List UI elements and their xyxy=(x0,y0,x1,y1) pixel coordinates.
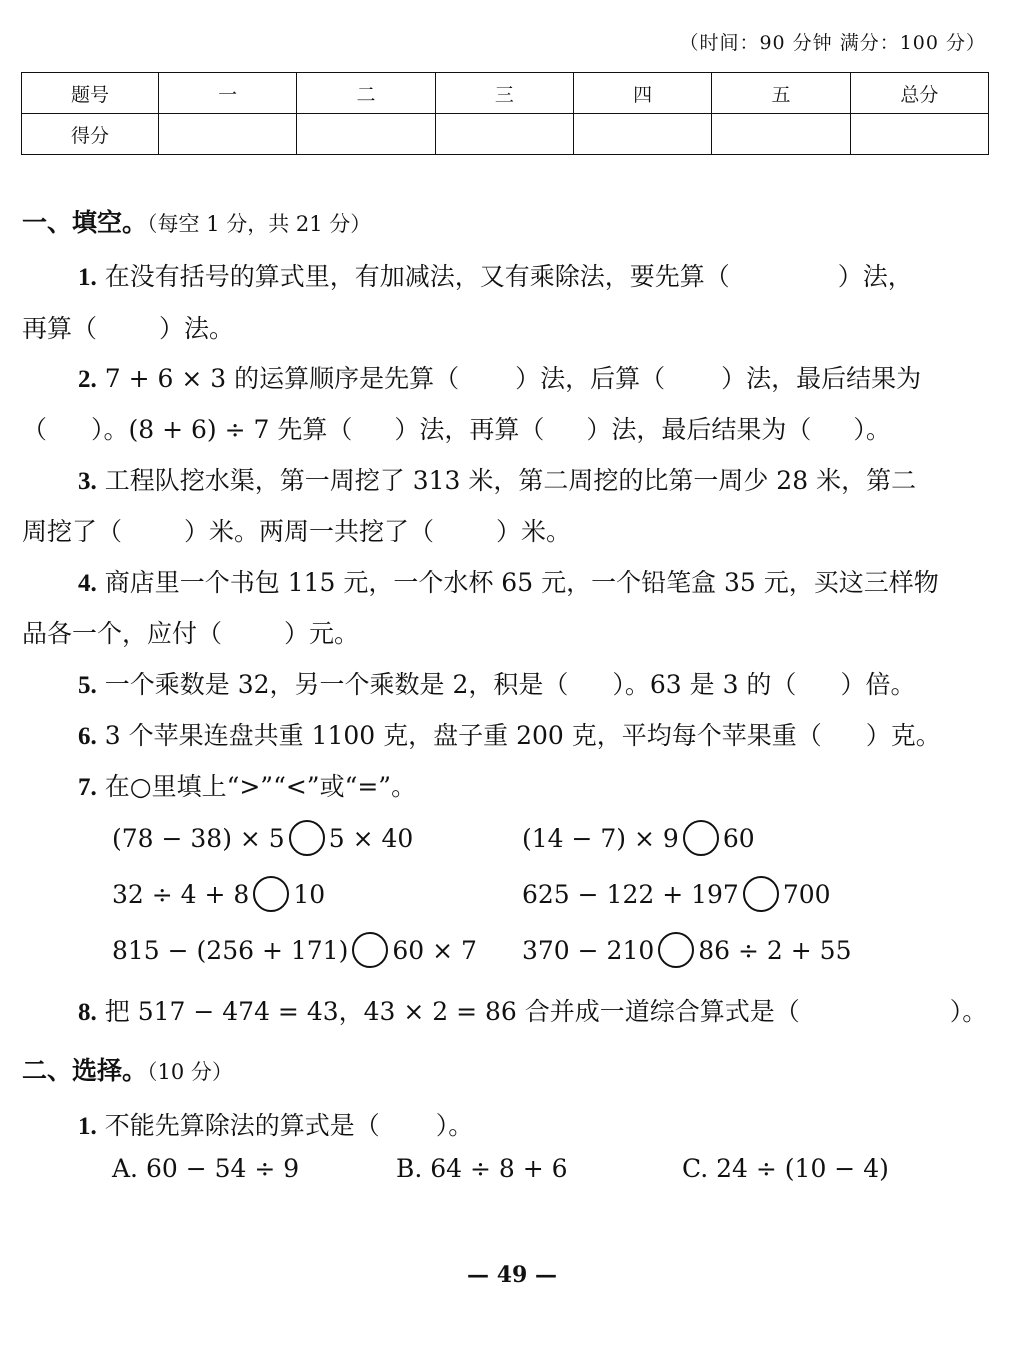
question-number: 1. xyxy=(78,264,97,291)
question-text: 工程队挖水渠，第一周挖了 313 米，第二周挖的比第一周少 28 米，第二 xyxy=(104,466,917,495)
comparison-right: 60 × 7 xyxy=(392,935,477,965)
time-info: （时间：90 分钟 满分：100 分） xyxy=(679,32,986,54)
question-text: ）米。两周一共挖了（ xyxy=(184,517,435,546)
score-table-header-cell: 题号 xyxy=(22,73,159,114)
compare-circle[interactable] xyxy=(683,820,719,856)
question-5 xyxy=(78,665,915,701)
question-number: 1. xyxy=(78,1113,97,1140)
question-text: ）元。 xyxy=(284,619,360,648)
page-number: — 49 — xyxy=(467,1262,557,1288)
question-text: 一个乘数是 32，另一个乘数是 2，积是（ xyxy=(104,670,569,699)
question-text: ）米。 xyxy=(496,517,572,546)
question-1-line-2 xyxy=(22,309,234,345)
question-number: 6. xyxy=(78,723,97,750)
question-number: 2. xyxy=(78,366,97,393)
score-cell[interactable] xyxy=(159,114,297,155)
score-cell[interactable] xyxy=(712,114,850,155)
score-cell[interactable] xyxy=(850,114,988,155)
compare-circle[interactable] xyxy=(253,876,289,912)
comparison-item xyxy=(522,820,755,856)
question-text: ）。 xyxy=(435,1111,474,1140)
question-text: 周挖了（ xyxy=(22,517,123,546)
comparison-item xyxy=(112,932,477,968)
section-1-title xyxy=(22,203,371,239)
question-text: 7 + 6 × 3 的运算顺序是先算（ xyxy=(104,364,460,393)
comparison-right: 60 xyxy=(722,823,755,853)
score-table-header-row xyxy=(22,73,989,114)
question-text: ）。63 是 3 的（ xyxy=(612,670,797,699)
question-text: ）。 xyxy=(853,415,891,444)
score-table-header-cell: 三 xyxy=(435,73,573,114)
section-2-note: （10 分） xyxy=(147,1060,233,1084)
choice-question-1 xyxy=(78,1106,473,1142)
question-text: 在○里填上“>”“<”或“=”。 xyxy=(104,772,417,801)
comparison-right: 86 ÷ 2 + 55 xyxy=(698,935,852,965)
comparison-item xyxy=(522,876,831,912)
question-1-line-1 xyxy=(78,257,913,293)
question-number: 8. xyxy=(78,999,97,1026)
option-c[interactable]: C. 24 ÷ (10 − 4) xyxy=(682,1154,889,1183)
question-text: ）克。 xyxy=(865,721,941,750)
question-2-line-2 xyxy=(22,410,891,446)
question-text: ）倍。 xyxy=(840,670,916,699)
comparison-right: 700 xyxy=(782,879,831,909)
option-b[interactable]: B. 64 ÷ 8 + 6 xyxy=(396,1154,568,1183)
comparison-item xyxy=(112,876,325,912)
score-table-header-cell: 一 xyxy=(159,73,297,114)
comparison-left: 815 − (256 + 171) xyxy=(112,935,349,965)
compare-circle[interactable] xyxy=(743,876,779,912)
question-text: ）法，再算（ xyxy=(394,415,545,444)
option-a[interactable]: A. 60 − 54 ÷ 9 xyxy=(112,1154,300,1183)
question-text: ）法， xyxy=(837,262,913,291)
compare-circle[interactable] xyxy=(658,932,694,968)
question-text: 3 个苹果连盘共重 1100 克，盘子重 200 克，平均每个苹果重（ xyxy=(104,721,822,750)
question-text: ）法。 xyxy=(159,314,235,343)
question-4-line-1 xyxy=(78,563,939,599)
question-4-line-2 xyxy=(22,614,359,650)
question-number: 4. xyxy=(78,570,97,597)
score-table-score-row xyxy=(22,114,989,155)
question-text: （ xyxy=(22,415,48,444)
question-text: ）法，最后结果为 xyxy=(721,364,922,393)
comparison-item xyxy=(112,820,413,856)
question-text: ）法，最后结果为（ xyxy=(586,415,812,444)
question-text: 把 517 − 474 = 43，43 × 2 = 86 合并成一道综合算式是（ xyxy=(104,997,800,1026)
question-8 xyxy=(78,992,987,1028)
question-text: ）。 xyxy=(949,997,988,1026)
score-table xyxy=(21,72,989,155)
section-2-title-text: 二、选择。 xyxy=(22,1056,148,1085)
question-number: 5. xyxy=(78,672,97,699)
comparison-left: 370 − 210 xyxy=(522,935,655,965)
score-cell[interactable] xyxy=(435,114,573,155)
comparison-left: 32 ÷ 4 + 8 xyxy=(112,879,250,909)
question-text: 再算（ xyxy=(22,314,98,343)
section-1-title-text: 一、填空。 xyxy=(22,208,148,237)
score-table-header-cell: 二 xyxy=(297,73,435,114)
score-table-header-cell: 四 xyxy=(573,73,711,114)
question-number: 3. xyxy=(78,468,97,495)
comparison-right: 5 × 40 xyxy=(328,823,414,853)
question-text: 在没有括号的算式里，有加减法，又有乘除法，要先算（ xyxy=(104,262,730,291)
question-2-line-1 xyxy=(78,359,921,395)
question-3-line-1 xyxy=(78,461,916,497)
score-table-header-cell: 五 xyxy=(712,73,850,114)
score-label-cell: 得分 xyxy=(22,114,159,155)
comparison-right: 10 xyxy=(293,879,326,909)
comparison-left: 625 − 122 + 197 xyxy=(522,879,739,909)
question-7 xyxy=(78,767,416,803)
score-cell[interactable] xyxy=(573,114,711,155)
question-text: ）法，后算（ xyxy=(515,364,666,393)
question-text: 品各一个，应付（ xyxy=(22,619,223,648)
question-3-line-2 xyxy=(22,512,571,548)
section-1-note: （每空 1 分，共 21 分） xyxy=(147,212,372,236)
compare-circle[interactable] xyxy=(352,932,388,968)
section-2-title xyxy=(22,1051,233,1087)
question-text: ）。(8 + 6) ÷ 7 先算（ xyxy=(91,415,353,444)
score-table-header-cell: 总分 xyxy=(850,73,988,114)
comparison-left: (14 − 7) × 9 xyxy=(522,823,679,853)
question-text: 商店里一个书包 115 元，一个水杯 65 元，一个铅笔盒 35 元，买这三样物 xyxy=(104,568,939,597)
score-cell[interactable] xyxy=(297,114,435,155)
compare-circle[interactable] xyxy=(289,820,325,856)
question-number: 7. xyxy=(78,774,97,801)
comparison-item xyxy=(522,932,852,968)
comparison-left: (78 − 38) × 5 xyxy=(112,823,285,853)
question-text: 不能先算除法的算式是（ xyxy=(104,1111,380,1140)
question-6 xyxy=(78,716,941,752)
